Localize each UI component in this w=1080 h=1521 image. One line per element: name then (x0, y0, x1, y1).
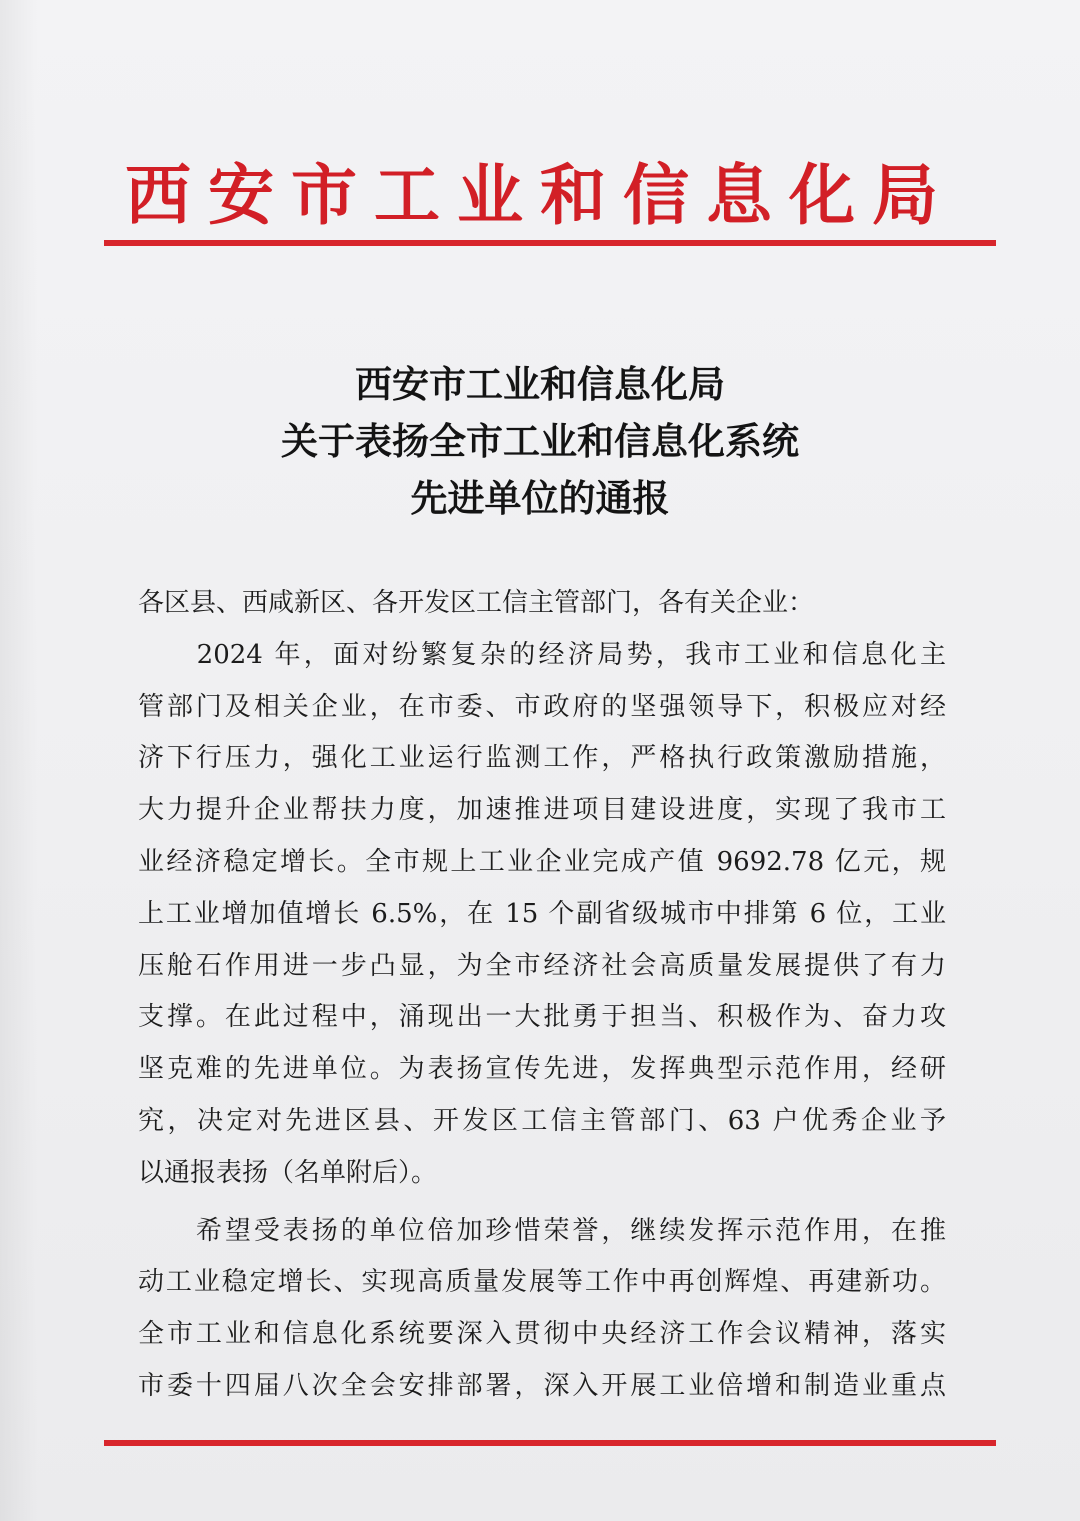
salutation: 各区县、西咸新区、各开发区工信主管部门，各有关企业： (138, 588, 815, 618)
paragraph-1-line: 大力提升企业帮扶力度，加速推进项目建设进度，实现了我市工 (138, 795, 946, 826)
title-line-3: 先进单位的通报 (410, 476, 670, 520)
red-rule-bottom (104, 1440, 996, 1446)
paragraph-1-line: 坚克难的先进单位。为表扬宣传先进，发挥典型示范作用，经研 (138, 1054, 946, 1085)
agency-masthead: 西安市工业和信息化局 (125, 156, 955, 234)
paragraph-1-line: 压舱石作用进一步凸显，为全市经济社会高质量发展提供了有力 (138, 950, 946, 981)
title-line-1: 西安市工业和信息化局 (355, 362, 725, 406)
document-body (138, 578, 946, 1413)
paragraph-2-line: 希望受表扬的单位倍加珍惜荣誉，继续发挥示范作用，在推 (138, 1215, 946, 1246)
paragraph-1-line: 2024 年，面对纷繁复杂的经济局势，我市工业和信息化主 (138, 639, 946, 670)
paragraph-1-line: 业经济稳定增长。全市规上工业企业完成产值 9692.78 亿元，规 (138, 846, 946, 877)
red-rule-top (104, 240, 996, 246)
paragraph-1-line: 济下行压力，强化工业运行监测工作，严格执行政策激励措施， (138, 743, 946, 774)
document-title (100, 356, 980, 527)
paragraph-2-line: 动工业稳定增长、实现高质量发展等工作中再创辉煌、再建新功。 (138, 1267, 946, 1298)
paragraph-1-line: 管部门及相关企业，在市委、市政府的坚强领导下，积极应对经 (138, 691, 946, 722)
title-line-2: 关于表扬全市工业和信息化系统 (281, 419, 799, 463)
paragraph-1-line: 支撑。在此过程中，涌现出一大批勇于担当、积极作为、奋力攻 (138, 1002, 946, 1033)
paragraph-2 (138, 1206, 946, 1413)
paragraph-1-line: 上工业增加值增长 6.5%，在 15 个副省级城市中排第 6 位，工业 (138, 898, 946, 929)
paragraph-1-line: 究，决定对先进区县、开发区工信主管部门、63 户优秀企业予 (138, 1105, 946, 1136)
paragraph-2-line: 全市工业和信息化系统要深入贯彻中央经济工作会议精神，落实 (138, 1319, 946, 1350)
paragraph-2-line: 市委十四届八次全会安排部署，深入开展工业倍增和制造业重点 (138, 1370, 946, 1401)
paragraph-1 (138, 630, 946, 1200)
paragraph-1-line: 以通报表扬（名单附后）。 (138, 1157, 438, 1188)
